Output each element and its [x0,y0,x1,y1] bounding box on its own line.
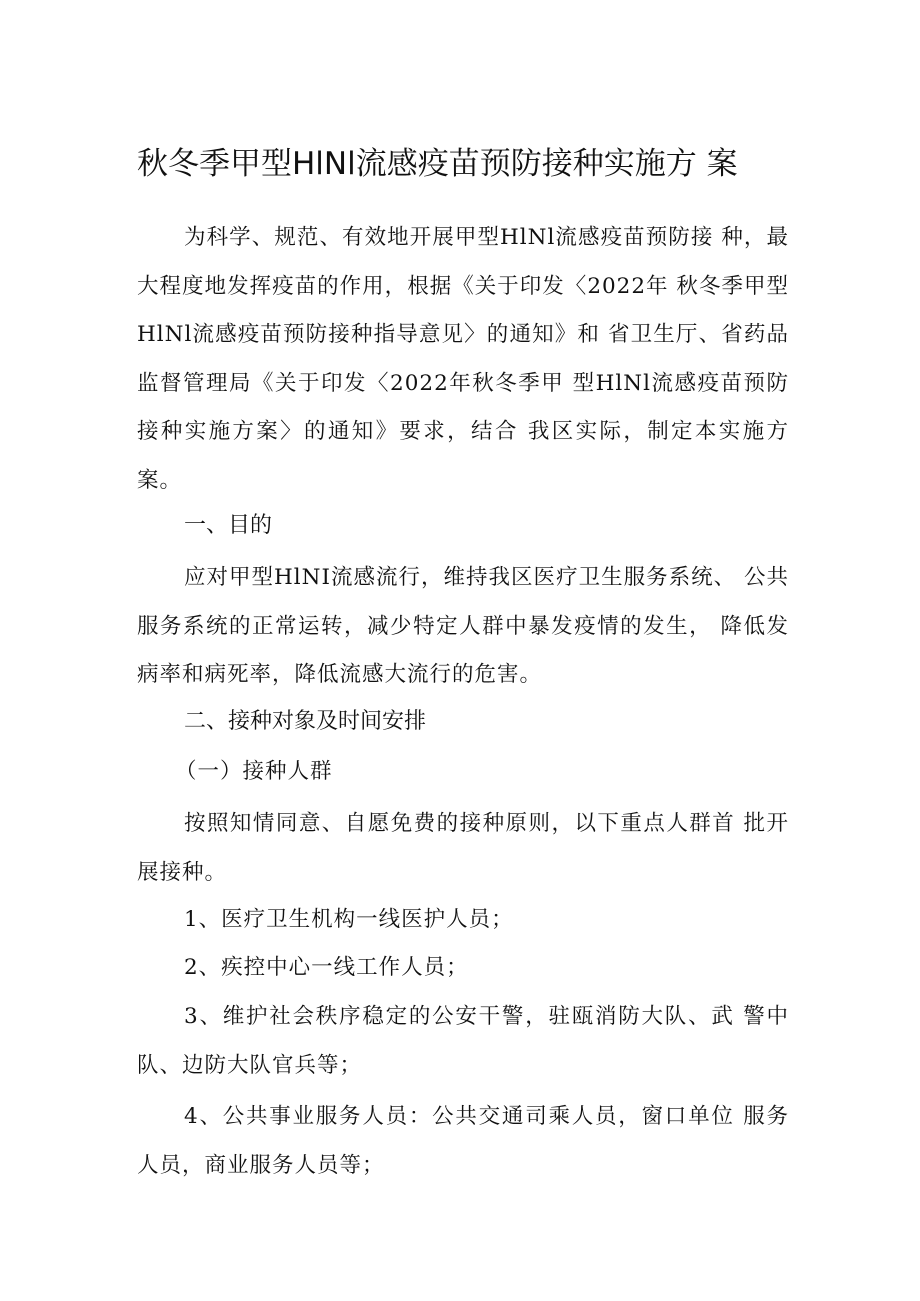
purpose-paragraph: 应对甲型HlNI流感流行，维持我区医疗卫生服务系统、 公共服务系统的正常运转，减少特定人群中暴发疫情的发生， 降低发病率和病死率，降低流感大流行的危害。 [137,565,789,687]
document-title: 秋冬季甲型HlNl流感疫苗预防接种实施方 案 [137,146,738,182]
list-item: 2、疾控中心一线工作人员； [184,955,469,980]
recipients-paragraph: 按照知情同意、自愿免费的接种原则，以下重点人群首 批开展接种。 [137,811,789,885]
list-item: 3、维护社会秩序稳定的公安干警，驻瓯消防大队、武 警中队、边防大队官兵等； [137,1004,789,1078]
intro-paragraph: 为科学、规范、有效地开展甲型HlNl流感疫苗预防接 种，最大程度地发挥疫苗的作用，根据《关于印发〈2022年 秋冬季甲型HlNl流感疫苗预防接种指导意见〉的通知》和 省卫生厅、省药品监督管理局《关于印发〈2022年秋冬季甲 型HlNl流感疫苗预防接种实施方案〉的通知》要求，结合 我区实际，制定本实施方案。 [137,225,789,493]
section-heading-purpose: 一、目的 [184,513,273,538]
subsection-heading-groups: （一）接种人群 [175,759,333,784]
list-item: 1、医疗卫生机构一线医护人员； [184,907,514,932]
section-heading-recipients: 二、接种对象及时间安排 [184,709,427,734]
list-item: 4、公共事业服务人员：公共交通司乘人员，窗口单位 服务人员，商业服务人员等； [137,1104,789,1178]
